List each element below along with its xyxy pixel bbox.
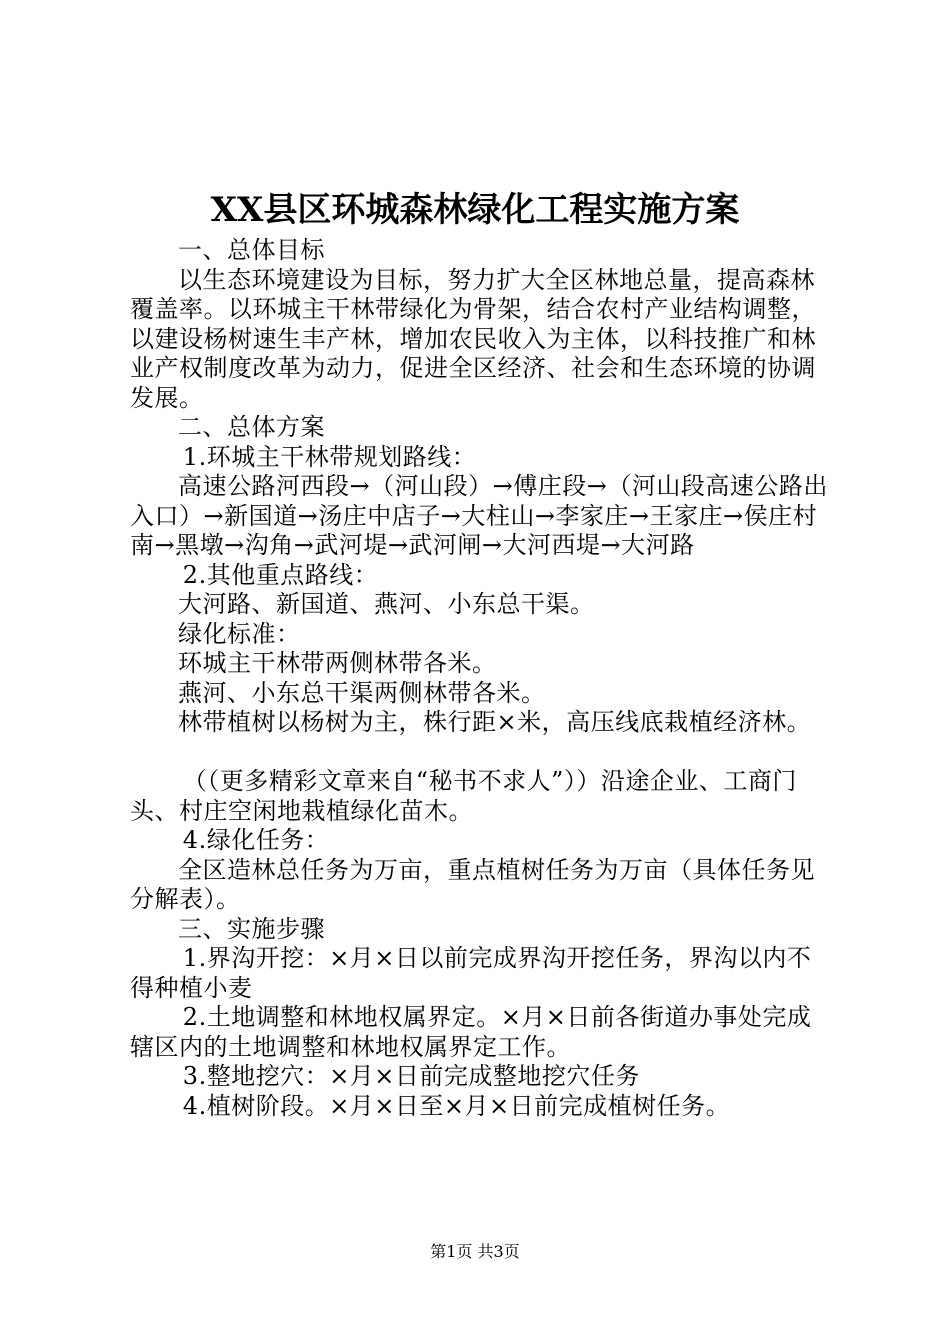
paragraph-step-2: 2.土地调整和林地权属界定。×月×日前各街道办事处完成辖区内的土地调整和林地权属界定工作。 — [130, 1003, 812, 1061]
section-heading-overall-goal: 一、总体目标 — [178, 236, 325, 264]
paragraph-standard-planting: 林带植树以杨树为主，株行距×米，高压线底栽植经济林。 — [178, 708, 812, 736]
paragraph-overall-goal: 以生态环境建设为目标，努力扩大全区林地总量，提高森林覆盖率。以环城主干林带绿化为骨架，结合农村产业结构调整，以建设杨树速生丰产林，增加农民收入为主体，以科技推广和林业产权制度改革为动力，促进全区经济、社会和生态环境的协调发展。 — [130, 265, 816, 412]
paragraph-standard-canal-belt: 燕河、小东总干渠两侧林带各米。 — [178, 678, 546, 707]
document-title: XX县区环城森林绿化工程实施方案 — [210, 190, 740, 230]
paragraph-standard-main-belt: 环城主干林带两侧林带各米。 — [178, 649, 497, 677]
section-heading-overall-plan: 二、总体方案 — [178, 413, 325, 441]
paragraph-step-3: 3.整地挖穴：×月×日前完成整地挖穴任务 — [182, 1062, 640, 1090]
subheading-main-route: 1.环城主干林带规划路线： — [182, 442, 477, 471]
subheading-greening-task: 4.绿化任务： — [182, 826, 330, 854]
paragraph-roadside-planting: （（更多精彩文章来自“秘书不求人”））沿途企业、工商门头、村庄空闲地栽植绿化苗木。 — [130, 767, 797, 825]
paragraph-greening-task: 全区造林总任务为万亩，重点植树任务为万亩（具体任务见分解表）。 — [130, 855, 815, 913]
paragraph-step-1: 1.界沟开挖：×月×日以前完成界沟开挖任务，界沟以内不得种植小麦 — [130, 944, 812, 1002]
blank-line — [130, 738, 830, 768]
subheading-greening-standard: 绿化标准： — [178, 619, 301, 648]
section-heading-implementation-steps: 三、实施步骤 — [178, 914, 325, 943]
subheading-other-routes: 2.其他重点路线： — [182, 560, 379, 589]
page-number-footer: 第1页 共3页 — [430, 1242, 520, 1261]
document-body — [130, 236, 830, 1121]
paragraph-main-route: 高速公路河西段→（河山段）→傅庄段→（河山段高速公路出入口）→新国道→汤庄中店子→大柱山→李家庄→王家庄→侯庄村南→黑墩→沟角→武河堤→武河闸→大河西堤→大河路 — [130, 472, 828, 559]
paragraph-other-routes: 大河路、新国道、燕河、小东总干渠。 — [178, 590, 595, 618]
paragraph-step-4: 4.植树阶段。×月×日至×月×日前完成植树任务。 — [182, 1091, 731, 1120]
